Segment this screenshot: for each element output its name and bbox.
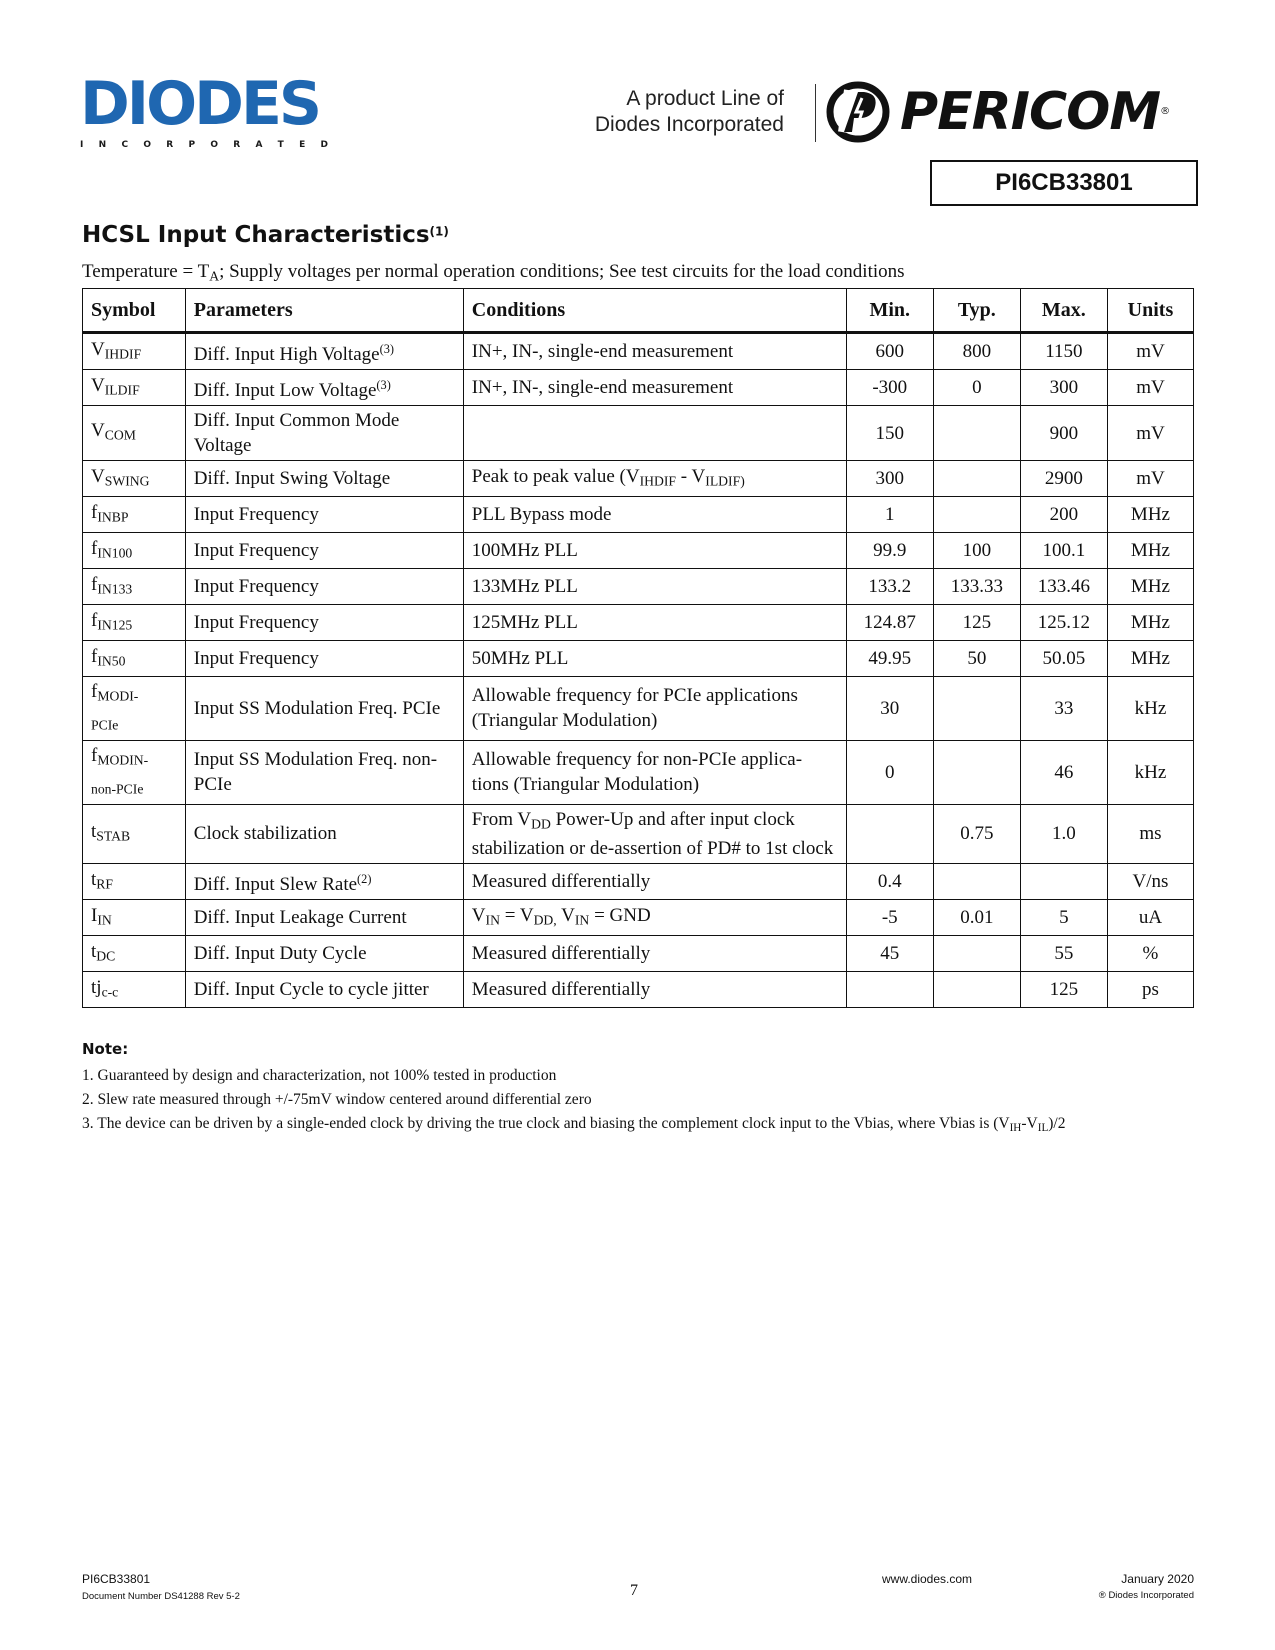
title-note-ref: (1)	[429, 224, 449, 239]
cell-typ: 0.01	[933, 900, 1020, 936]
cell-unit: mV	[1107, 370, 1193, 406]
cell-max: 46	[1020, 740, 1107, 804]
cell-parameter: Diff. Input Common Mode Voltage	[185, 406, 463, 461]
cell-unit: ps	[1107, 972, 1193, 1008]
logo-subtitle: I N C O R P O R A T E D	[80, 140, 328, 150]
cell-parameter: Diff. Input Low Voltage$^{(3)}$	[185, 370, 463, 406]
col-symbol: Symbol	[83, 289, 186, 333]
cell-symbol: $t_{DC}$	[83, 936, 186, 972]
cell-typ	[933, 677, 1020, 741]
cell-symbol: $f_{INBP}$	[83, 497, 186, 533]
brand-divider	[815, 84, 816, 142]
table-row	[83, 533, 1194, 569]
cell-min: 1	[846, 497, 933, 533]
cell-typ: 125	[933, 605, 1020, 641]
footer-document-number: Document Number DS41288 Rev 5-2	[82, 1591, 240, 1602]
cell-parameter: Input Frequency	[185, 497, 463, 533]
cell-max: 100.1	[1020, 533, 1107, 569]
col-min: Min.	[846, 289, 933, 333]
cell-condition: 125MHz PLL	[463, 605, 846, 641]
brand-tagline	[595, 86, 784, 138]
col-parameters: Parameters	[185, 289, 463, 333]
copyright-icon: ®	[1098, 1590, 1109, 1601]
cell-condition: IN+, IN-, single-end measurement	[463, 370, 846, 406]
col-conditions: Conditions	[463, 289, 846, 333]
note-1: 1. Guaranteed by design and characterization, not 100% tested in production	[82, 1067, 557, 1084]
footer-url: www.diodes.com	[882, 1572, 973, 1586]
cell-condition	[463, 406, 846, 461]
cell-symbol: $f_{IN125}$	[83, 605, 186, 641]
table-row	[83, 936, 1194, 972]
table-row	[83, 605, 1194, 641]
hcsl-input-characteristics-table	[82, 288, 1194, 1008]
footer-part-number: PI6CB33801	[82, 1572, 151, 1586]
cell-unit: MHz	[1107, 641, 1193, 677]
cell-symbol: $V_{ILDIF}$	[83, 370, 186, 406]
cell-parameter: Clock stabilization	[185, 804, 463, 863]
cell-min: 150	[846, 406, 933, 461]
table-row	[83, 740, 1194, 804]
cell-unit: uA	[1107, 900, 1193, 936]
section-title: HCSL Input Characteristics$^{(1)}$	[82, 222, 449, 248]
part-number-box: PI6CB33801	[930, 160, 1198, 206]
cell-max: 125.12	[1020, 605, 1107, 641]
cell-min: 49.95	[846, 641, 933, 677]
table-row	[83, 569, 1194, 605]
cell-typ	[933, 406, 1020, 461]
cell-max	[1020, 864, 1107, 900]
table-row	[83, 370, 1194, 406]
cell-max: 33	[1020, 677, 1107, 741]
cell-parameter: Diff. Input Slew Rate$^{(2)}$	[185, 864, 463, 900]
cell-condition: $V_{IN} = V_{DD,}$ $V_{IN}$ = GND	[463, 900, 846, 936]
cell-unit: %	[1107, 936, 1193, 972]
cell-symbol: $f_{MODIN-}$ $_{non-PCIe}$	[83, 740, 186, 804]
cell-symbol: $f_{IN100}$	[83, 533, 186, 569]
table-row	[83, 333, 1194, 370]
col-max: Max.	[1020, 289, 1107, 333]
cell-unit: MHz	[1107, 497, 1193, 533]
cell-condition: PLL Bypass mode	[463, 497, 846, 533]
cell-min: 133.2	[846, 569, 933, 605]
cell-symbol: $tj_{c-c}$	[83, 972, 186, 1008]
cell-unit: mV	[1107, 461, 1193, 497]
cell-symbol: $t_{RF}$	[83, 864, 186, 900]
cell-unit: mV	[1107, 406, 1193, 461]
cell-max: 200	[1020, 497, 1107, 533]
cell-parameter: Diff. Input High Voltage$^{(3)}$	[185, 333, 463, 370]
cell-unit: ms	[1107, 804, 1193, 863]
cell-typ: 133.33	[933, 569, 1020, 605]
cell-typ: 0	[933, 370, 1020, 406]
cell-condition: Allowable frequency for PCIe applications (Triangular Modulation)	[463, 677, 846, 741]
cell-typ: 100	[933, 533, 1020, 569]
cell-min: 600	[846, 333, 933, 370]
cell-min: 0.4	[846, 864, 933, 900]
note-3: 3. The device can be driven by a single-ended clock by driving the true clock and biasing the complement clock input to the Vbias, where Vbias is $(V_{IH}-V_{IL})/2$	[82, 1115, 1066, 1134]
cell-parameter: Diff. Input Cycle to cycle jitter	[185, 972, 463, 1008]
table-row	[83, 677, 1194, 741]
cell-unit: MHz	[1107, 569, 1193, 605]
cell-parameter: Diff. Input Duty Cycle	[185, 936, 463, 972]
cell-unit: mV	[1107, 333, 1193, 370]
cell-parameter: Input SS Modulation Freq. PCIe	[185, 677, 463, 741]
cell-parameter: Input Frequency	[185, 605, 463, 641]
cell-unit: MHz	[1107, 605, 1193, 641]
cell-symbol: $t_{STAB}$	[83, 804, 186, 863]
footer-date: January 2020	[1121, 1572, 1194, 1586]
cell-typ: 50	[933, 641, 1020, 677]
cell-unit: MHz	[1107, 533, 1193, 569]
pericom-logo-icon	[824, 80, 892, 144]
test-conditions: Temperature = $T_A$; Supply voltages per normal operation conditions; See test circuits for the load conditions	[82, 261, 905, 284]
cell-max: 1150	[1020, 333, 1107, 370]
cell-typ	[933, 864, 1020, 900]
cell-min: 99.9	[846, 533, 933, 569]
tagline-line-2: Diodes Incorporated	[594, 113, 784, 136]
cell-min: 30	[846, 677, 933, 741]
cell-max: 300	[1020, 370, 1107, 406]
cell-parameter: Diff. Input Leakage Current	[185, 900, 463, 936]
cell-parameter: Input Frequency	[185, 569, 463, 605]
cell-typ	[933, 740, 1020, 804]
cell-max: 1.0	[1020, 804, 1107, 863]
table-row	[83, 497, 1194, 533]
col-units: Units	[1107, 289, 1193, 333]
cell-condition: IN+, IN-, single-end measurement	[463, 333, 846, 370]
table-row	[83, 461, 1194, 497]
cell-symbol: $V_{IHDIF}$	[83, 333, 186, 370]
cell-min	[846, 972, 933, 1008]
cell-typ	[933, 497, 1020, 533]
table-row	[83, 406, 1194, 461]
note-heading: Note:	[82, 1040, 129, 1058]
cell-unit: V/ns	[1107, 864, 1193, 900]
cell-max: 2900	[1020, 461, 1107, 497]
cell-typ: 800	[933, 333, 1020, 370]
cell-parameter: Input Frequency	[185, 533, 463, 569]
cell-condition: Measured differentially	[463, 936, 846, 972]
cell-min: -5	[846, 900, 933, 936]
cell-min: -300	[846, 370, 933, 406]
cell-symbol: $f_{IN50}$	[83, 641, 186, 677]
cell-condition: Measured differentially	[463, 972, 846, 1008]
pericom-wordmark: PERICOM®	[900, 82, 1170, 142]
cell-unit: kHz	[1107, 677, 1193, 741]
cell-condition: From $V_{DD}$ Power-Up and after input clock stabilization or de-assertion of PD# to 1st clock	[463, 804, 846, 863]
cell-condition: Measured differentially	[463, 864, 846, 900]
cell-unit: kHz	[1107, 740, 1193, 804]
cell-min: 300	[846, 461, 933, 497]
cell-max: 125	[1020, 972, 1107, 1008]
table-row	[83, 641, 1194, 677]
cell-max: 50.05	[1020, 641, 1107, 677]
table-row	[83, 972, 1194, 1008]
cell-typ	[933, 936, 1020, 972]
tagline-line-1: A product Line of	[626, 87, 784, 110]
table-row	[83, 804, 1194, 863]
cell-min: 124.87	[846, 605, 933, 641]
cell-min	[846, 804, 933, 863]
cell-max: 5	[1020, 900, 1107, 936]
page-number: 7	[630, 1582, 638, 1599]
diodes-logo	[80, 69, 338, 150]
cell-max: 900	[1020, 406, 1107, 461]
cell-parameter: Diff. Input Swing Voltage	[185, 461, 463, 497]
cell-symbol: $V_{COM}$	[83, 406, 186, 461]
cell-typ	[933, 972, 1020, 1008]
cell-min: 45	[846, 936, 933, 972]
cell-symbol: $V_{SWING}$	[83, 461, 186, 497]
table-row	[83, 900, 1194, 936]
table-row	[83, 864, 1194, 900]
table-header-row	[83, 289, 1194, 333]
cell-max: 55	[1020, 936, 1107, 972]
col-typ: Typ.	[933, 289, 1020, 333]
note-2: 2. Slew rate measured through +/-75mV window centered around differential zero	[82, 1091, 592, 1108]
cell-symbol: $f_{MODI-}$ $_{PCIe}$	[83, 677, 186, 741]
cell-condition: 100MHz PLL	[463, 533, 846, 569]
cell-typ: 0.75	[933, 804, 1020, 863]
logo-wordmark: DIODES	[80, 69, 320, 139]
cell-symbol: $f_{IN133}$	[83, 569, 186, 605]
cell-condition: 50MHz PLL	[463, 641, 846, 677]
cell-min: 0	[846, 740, 933, 804]
cell-condition: Allowable frequency for non-PCIe applica-tions (Triangular Modulation)	[463, 740, 846, 804]
cell-typ	[933, 461, 1020, 497]
cell-condition: 133MHz PLL	[463, 569, 846, 605]
cell-parameter: Input SS Modulation Freq. non-PCIe	[185, 740, 463, 804]
cell-max: 133.46	[1020, 569, 1107, 605]
footer-copyright: ® Diodes Incorporated	[1098, 1590, 1194, 1601]
cell-parameter: Input Frequency	[185, 641, 463, 677]
cell-symbol: $I_{IN}$	[83, 900, 186, 936]
cell-condition: Peak to peak value ($V_{IHDIF} - V_{ILDIF)}$	[463, 461, 846, 497]
